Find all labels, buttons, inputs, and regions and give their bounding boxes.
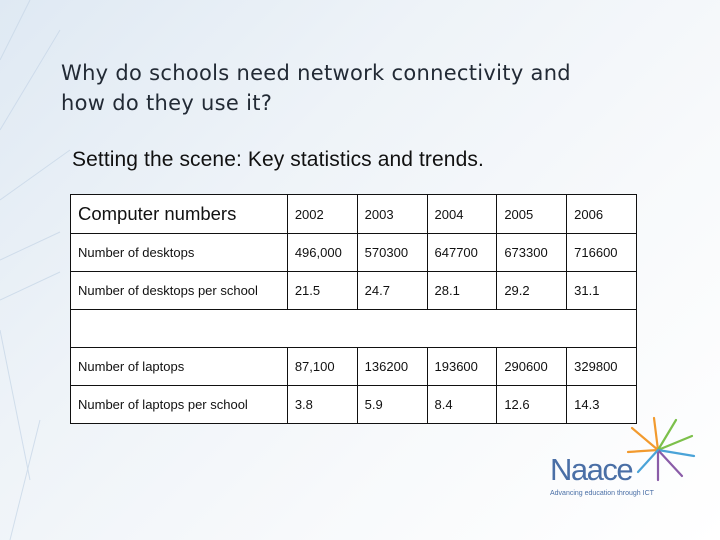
table-cell: 14.3 — [567, 386, 637, 424]
row-label: Number of laptops — [71, 348, 288, 386]
table-cell: 8.4 — [427, 386, 497, 424]
table-cell: 673300 — [497, 234, 567, 272]
table-cell: 290600 — [497, 348, 567, 386]
table-cell: 87,100 — [287, 348, 357, 386]
table-cell: 3.8 — [287, 386, 357, 424]
table-cell: 136200 — [357, 348, 427, 386]
table-cell: 29.2 — [497, 272, 567, 310]
table-cell: 570300 — [357, 234, 427, 272]
logo-tagline: Advancing education through ICT — [550, 490, 654, 497]
table-cell: 24.7 — [357, 272, 427, 310]
year-header: 2005 — [497, 195, 567, 234]
table-row — [71, 348, 637, 386]
table-header-label: Computer numbers — [71, 195, 288, 234]
title-line-1: Why do schools need network connectivity and — [61, 61, 571, 85]
year-header: 2002 — [287, 195, 357, 234]
naace-logo — [548, 414, 708, 504]
blank-cell — [71, 310, 637, 348]
row-label: Number of laptops per school — [71, 386, 288, 424]
table-cell: 329800 — [567, 348, 637, 386]
table-cell: 28.1 — [427, 272, 497, 310]
logo-wordmark: Naace — [550, 452, 633, 487]
slide-title — [61, 58, 661, 118]
table-cell: 496,000 — [287, 234, 357, 272]
table-cell: 716600 — [567, 234, 637, 272]
year-header: 2004 — [427, 195, 497, 234]
table-header-row — [71, 195, 637, 234]
table-row — [71, 234, 637, 272]
table-cell: 21.5 — [287, 272, 357, 310]
table-cell: 31.1 — [567, 272, 637, 310]
table-cell: 5.9 — [357, 386, 427, 424]
table-spacer-row — [71, 310, 637, 348]
table-cell: 12.6 — [497, 386, 567, 424]
statistics-table — [70, 194, 637, 424]
row-label: Number of desktops — [71, 234, 288, 272]
title-line-2: how do they use it? — [61, 91, 273, 115]
table-cell: 647700 — [427, 234, 497, 272]
slide-subtitle: Setting the scene: Key statistics and trends. — [72, 148, 484, 171]
table-cell: 193600 — [427, 348, 497, 386]
year-header: 2006 — [567, 195, 637, 234]
year-header: 2003 — [357, 195, 427, 234]
table-row — [71, 272, 637, 310]
row-label: Number of desktops per school — [71, 272, 288, 310]
